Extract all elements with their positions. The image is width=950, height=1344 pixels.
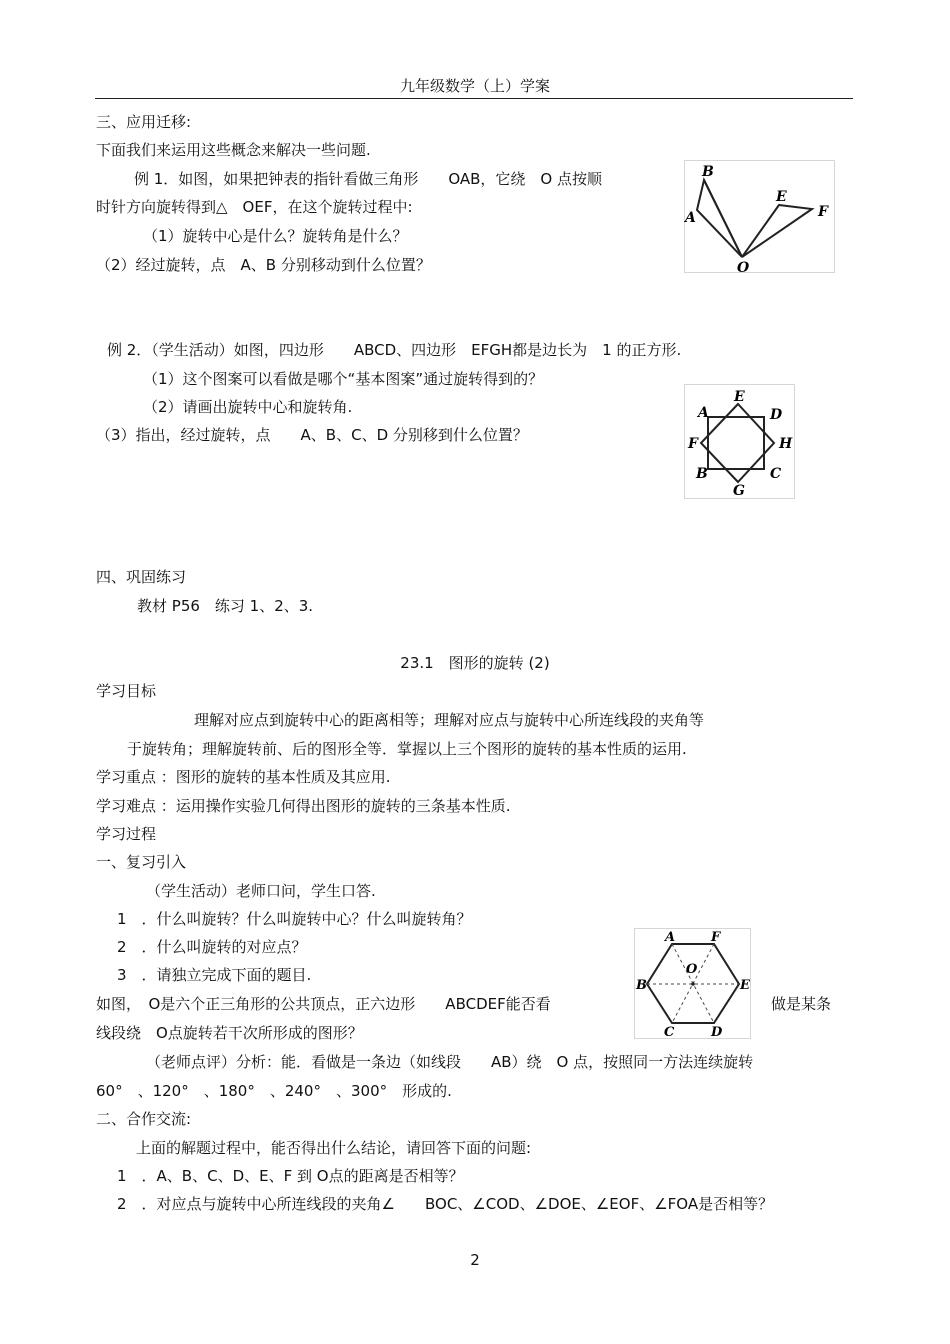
- label-E: E: [734, 389, 745, 405]
- example2-question1: （1）这个图案可以看做是哪个“基本图案”通过旋转得到的？: [143, 370, 544, 388]
- cooperate-item-2: 2 ．对应点与旋转中心所连线段的夹角∠ BOC、∠COD、∠DOE、∠EOF、∠FOA是否相等？: [117, 1195, 774, 1213]
- label-A: A: [665, 930, 676, 945]
- goal-heading: 学习目标: [96, 682, 157, 700]
- label-E: E: [740, 978, 750, 993]
- section4-heading: 四、巩固练习: [96, 568, 187, 586]
- hexagon-figure: [634, 928, 752, 1040]
- label-O: O: [686, 962, 698, 977]
- label-G: G: [733, 483, 745, 499]
- review-heading: 一、复习引入: [96, 853, 187, 871]
- example2-question2: （2）请画出旋转中心和旋转角.: [143, 398, 353, 416]
- two-squares-figure: [684, 384, 796, 500]
- key-point: 学习重点 ：图形的旋转的基本性质及其应用.: [96, 768, 391, 786]
- cooperate-heading: 二、合作交流:: [96, 1110, 192, 1128]
- header-rule: [95, 98, 853, 99]
- review-item-1: 1 ．什么叫旋转？什么叫旋转中心？什么叫旋转角？: [117, 910, 472, 928]
- clock-hands-figure: [684, 160, 836, 274]
- review-question-a: 如图， O是六个正三角形的公共顶点，正六边形 ABCDEF能否看: [96, 995, 551, 1013]
- label-F: F: [818, 204, 828, 220]
- label-H: H: [779, 436, 793, 452]
- label-A: A: [698, 405, 709, 421]
- review-item-3: 3 ．请独立完成下面的题目.: [117, 966, 312, 984]
- section3-heading: 三、应用迁移:: [96, 113, 192, 131]
- label-C: C: [770, 466, 782, 482]
- label-C: C: [664, 1025, 675, 1040]
- review-comment-line2: 60° 、120° 、180° 、240° 、300° 形成的.: [96, 1082, 452, 1100]
- section4-text: 教材 P56 练习 1、2、3.: [137, 597, 314, 615]
- example2-question3: （3）指出，经过旋转，点 A、B、C、D 分别移到什么位置？: [96, 426, 528, 444]
- section3-intro: 下面我们来运用这些概念来解决一些问题.: [96, 141, 371, 159]
- example1-question2: （2）经过旋转，点 A、B 分别移动到什么位置？: [96, 256, 431, 274]
- review-question-b: 做是某条: [771, 995, 832, 1013]
- label-B: B: [696, 466, 708, 482]
- example1-question1: （1）旋转中心是什么？旋转角是什么？: [143, 227, 408, 245]
- label-F: F: [688, 436, 698, 452]
- review-intro: （学生活动）老师口问，学生口答.: [146, 882, 376, 900]
- review-item-2: 2 ．什么叫旋转的对应点？: [117, 938, 307, 956]
- example1-line1: 例 1．如图，如果把钟表的指针看做三角形 OAB，它绕 O 点按顺: [134, 170, 602, 188]
- label-B: B: [702, 164, 714, 180]
- cooperate-intro: 上面的解题过程中，能否得出什么结论，请回答下面的问题:: [136, 1139, 532, 1157]
- page-header-title: 九年级数学（上）学案: [399, 77, 550, 95]
- label-D: D: [711, 1025, 723, 1040]
- label-F: F: [711, 930, 721, 945]
- process-heading: 学习过程: [96, 825, 157, 843]
- cooperate-item-1: 1 ．A、B、C、D、E、F 到 O点的距离是否相等？: [117, 1167, 464, 1185]
- label-D: D: [770, 407, 783, 423]
- label-E: E: [776, 189, 787, 205]
- page-number: 2: [470, 1251, 480, 1269]
- review-comment-line1: （老师点评）分析：能．看做是一条边（如线段 AB）绕 O 点，按照同一方法连续旋转: [146, 1053, 754, 1071]
- example2-line1: 例 2．（学生活动）如图，四边形 ABCD、四边形 EFGH都是边长为 1 的正方形.: [107, 341, 682, 359]
- label-A: A: [685, 210, 696, 226]
- goal-line2: 于旋转角；理解旋转前、后的图形全等．掌握以上三个图形的旋转的基本性质的运用.: [127, 740, 687, 758]
- example1-line2: 时针方向旋转得到△ OEF，在这个旋转过程中:: [96, 198, 413, 216]
- label-O: O: [737, 260, 750, 274]
- goal-line1: 理解对应点到旋转中心的距离相等；理解对应点与旋转中心所连线段的夹角等: [194, 711, 705, 729]
- difficulty: 学习难点 ：运用操作实验几何得出图形的旋转的三条基本性质.: [96, 797, 511, 815]
- lesson-title: 23.1 图形的旋转 (2): [400, 654, 550, 672]
- label-B: B: [636, 978, 647, 993]
- review-question-c: 线段绕 O点旋转若干次所形成的图形？: [96, 1024, 363, 1042]
